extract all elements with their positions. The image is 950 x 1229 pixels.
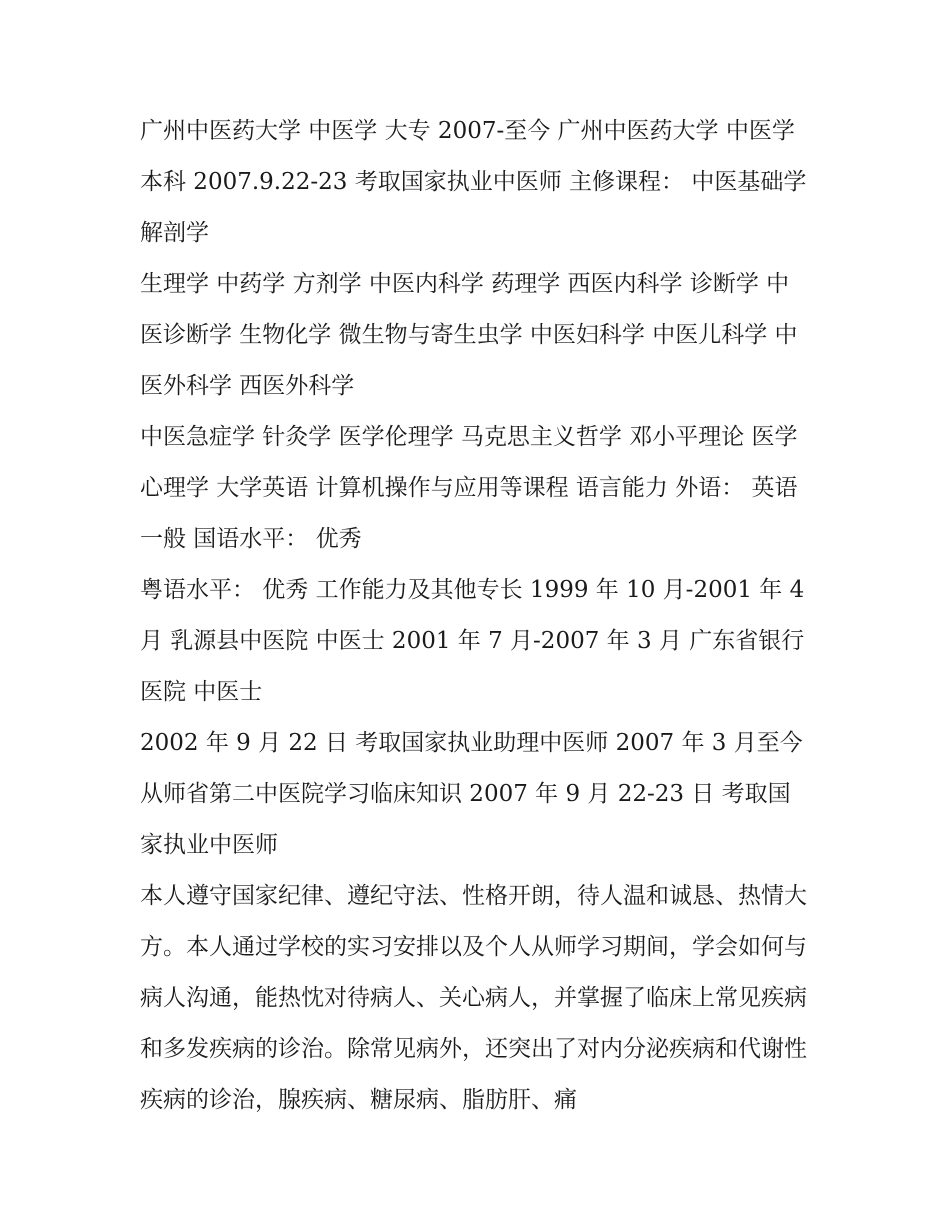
paragraph-self-evaluation: 本人遵守国家纪律、遵纪守法、性格开朗，待人温和诚恳、热情大方。本人通过学校的实习安排以及个人从师学习期间，学会如何与病人沟通，能热忱对待病人、关心病人，并掌握了临床上常见疾病和多发疾病的诊治。除常见病外，还突出了对内分泌疾病和代谢性疾病的诊治，腺疾病、糖尿病、脂肪肝、痛 — [140, 883, 807, 1113]
paragraph-courses: 生理学 中药学 方剂学 中医内科学 药理学 西医内科学 诊断学 中医诊断学 生物化学 微生物与寄生虫学 中医妇科学 中医儿科学 中医外科学 西医外科学 — [140, 271, 798, 399]
paragraph-courses-languages: 中医急症学 针灸学 医学伦理学 马克思主义哲学 邓小平理论 医学心理学 大学英语 计算机操作与应用等课程 语言能力 外语： 英语一般 国语水平： 优秀 — [140, 424, 798, 552]
paragraph-education: 广州中医药大学 中医学 大专 2007-至今 广州中医药大学 中医学 本科 2007.9.22-23 考取国家执业中医师 主修课程： 中医基础学 解剖学 — [140, 118, 807, 246]
document-body — [140, 106, 812, 1126]
paragraph-work-experience: 粤语水平： 优秀 工作能力及其他专长 1999 年 10 月-2001 年 4 月 乳源县中医院 中医士 2001 年 7 月-2007 年 3 月 广东省银行医院 中医士 — [140, 577, 805, 705]
paragraph-certification: 2002 年 9 月 22 日 考取国家执业助理中医师 2007 年 3 月至今 从师省第二中医院学习临床知识 2007 年 9 月 22-23 日 考取国家执业中医师 — [140, 730, 803, 858]
